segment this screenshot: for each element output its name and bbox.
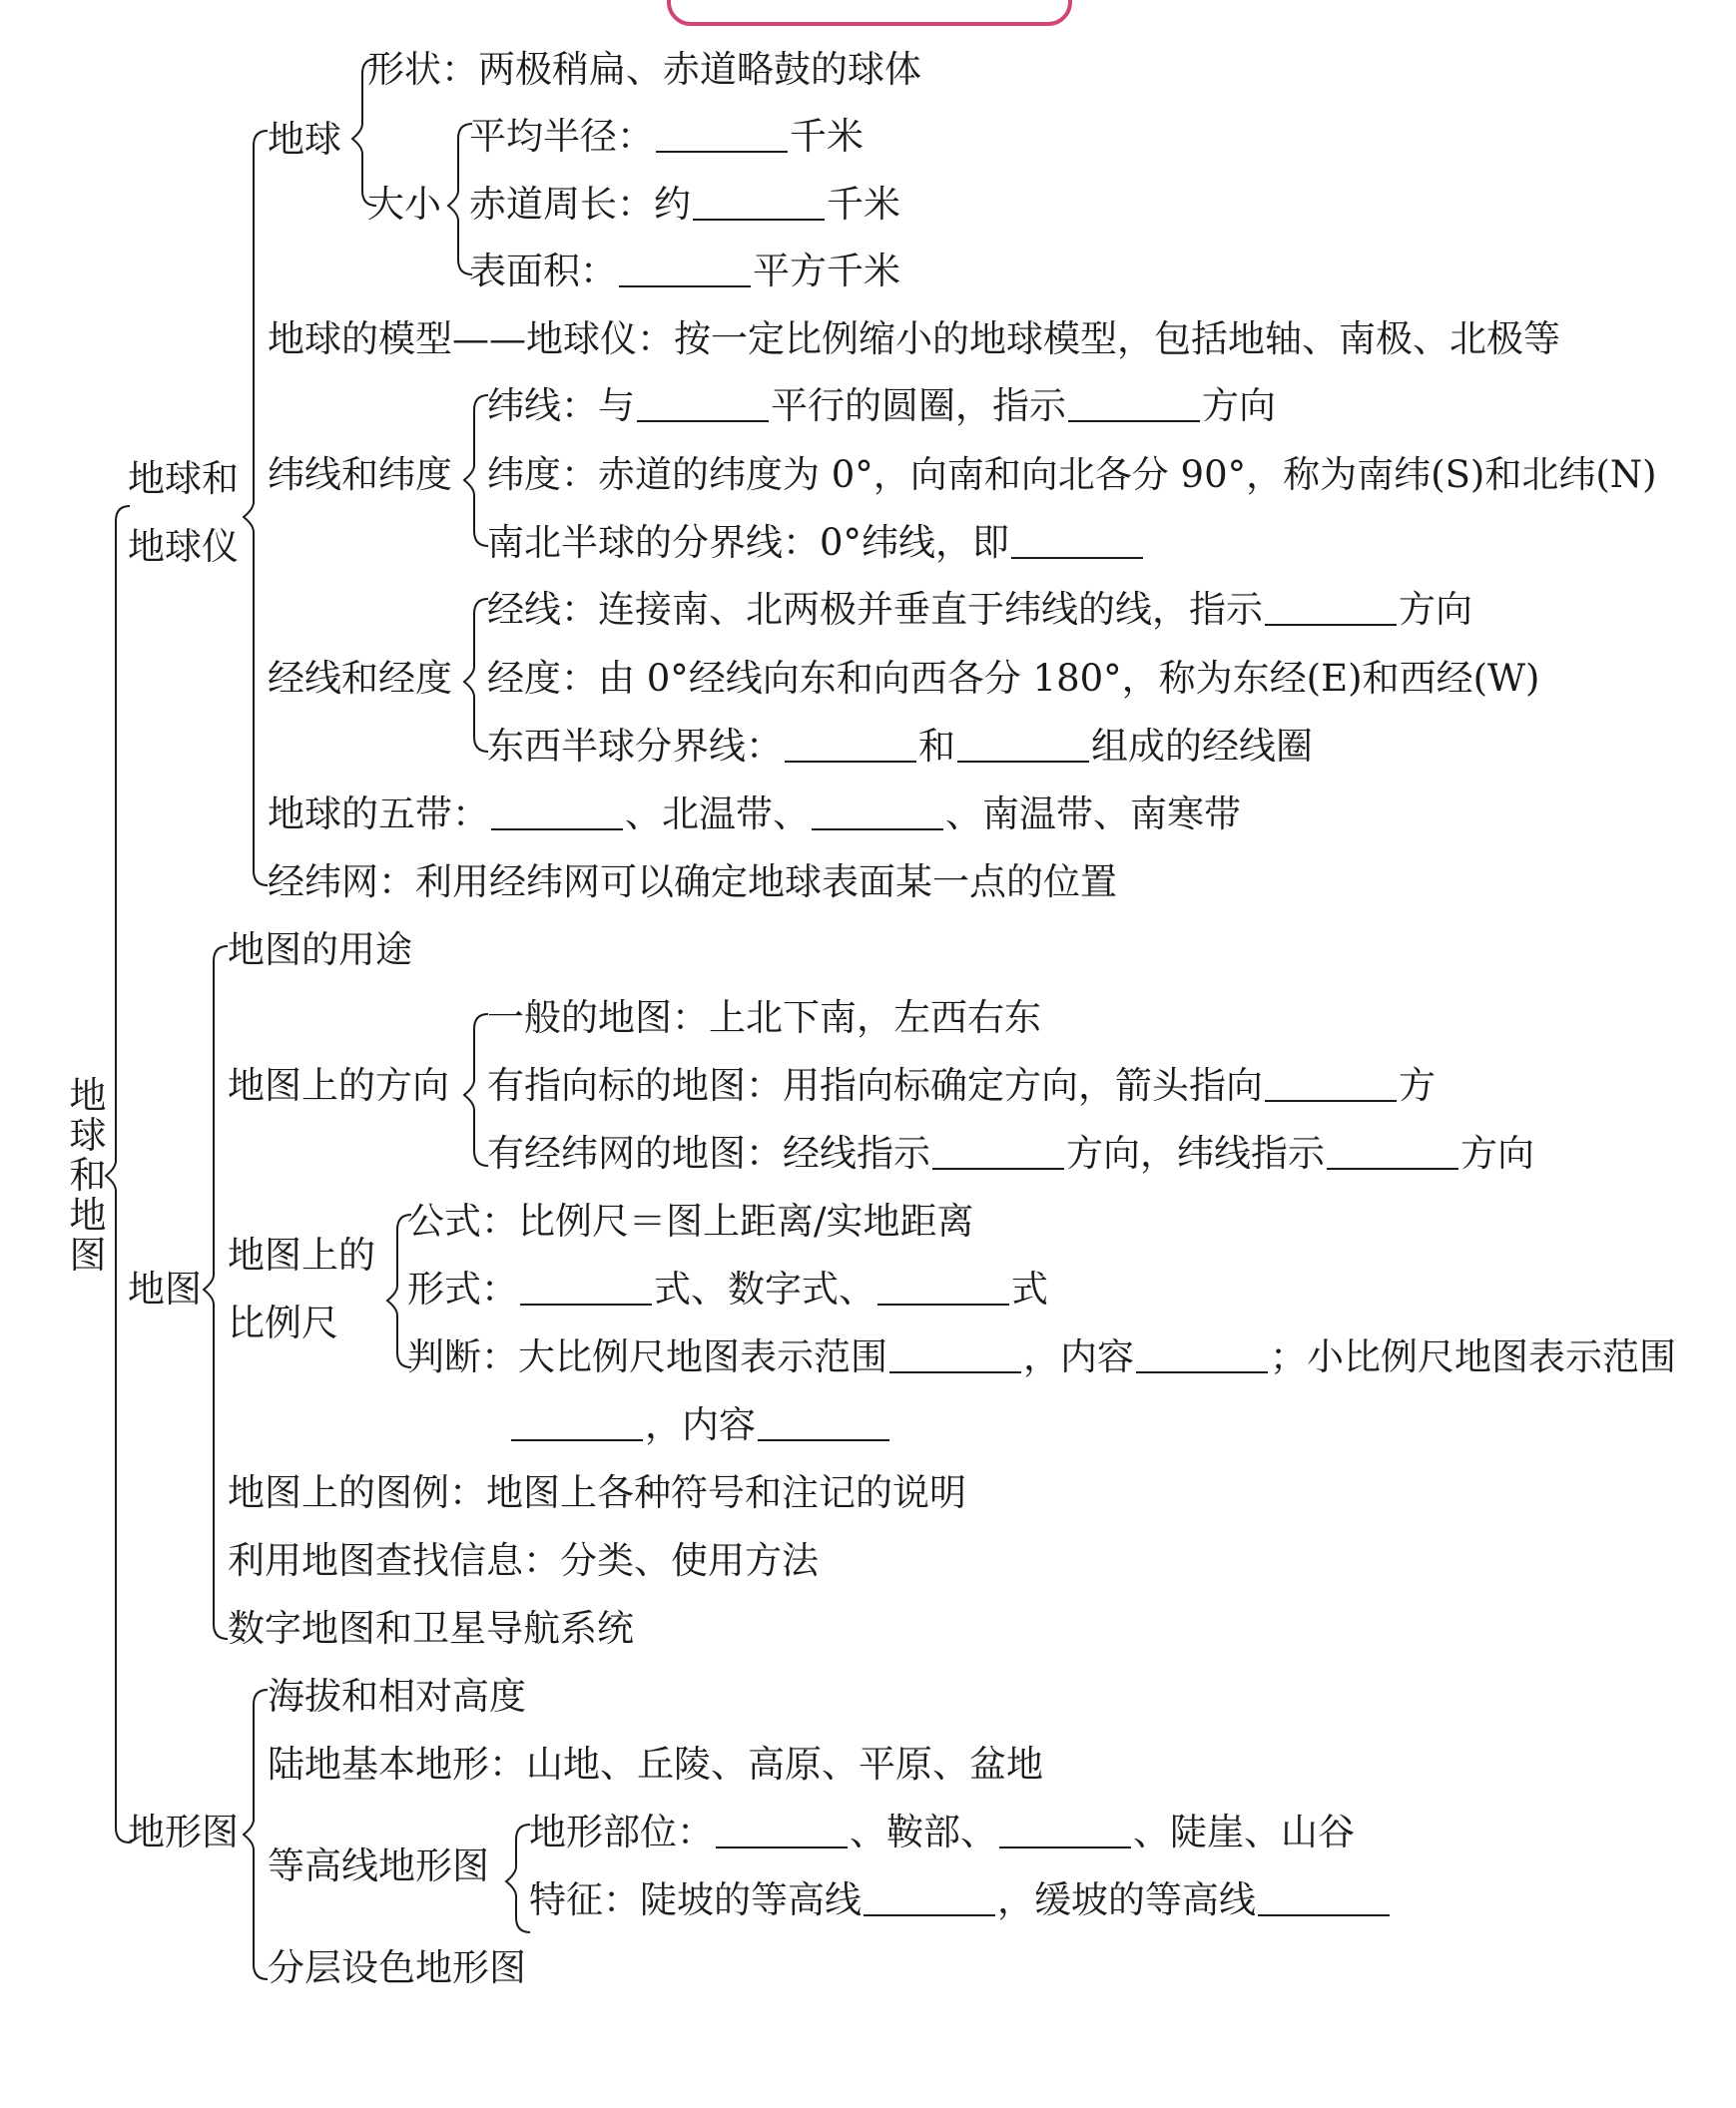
- scale-title-line1: 地图上的: [228, 1234, 375, 1277]
- globe-model: 地球的模型——地球仪：按一定比例缩小的地球模型，包括地轴、南极、北极等: [268, 317, 1560, 360]
- earth-shape: 形状：两极稍扁、赤道略鼓的球体: [367, 48, 921, 91]
- sc3-text: 判断：大比例尺地图表示范围: [407, 1335, 887, 1378]
- lon3-text-2: 和: [918, 725, 955, 768]
- landforms: 陆地基本地形：山地、丘陵、高原、平原、盆地: [268, 1743, 1043, 1786]
- scale-line-4: [509, 1405, 891, 1445]
- s3-brace: [244, 1690, 268, 1979]
- s2-brace: [204, 946, 228, 1639]
- dir-line-2: [487, 1066, 1436, 1106]
- s3-title: 地形图: [128, 1811, 239, 1853]
- lat-line-1: [487, 386, 1276, 426]
- dir3-text-3: 方向: [1460, 1132, 1534, 1175]
- sc3-text-3: ；小比例尺地图表示范围: [1270, 1335, 1676, 1378]
- dir3-text-2: 方向，纬线指示: [1066, 1132, 1325, 1175]
- scale-title-line2: 比例尺: [228, 1302, 338, 1344]
- fill-blank: [637, 420, 769, 422]
- lat-line-3: [487, 523, 1145, 563]
- fill-blank: [1011, 557, 1143, 559]
- fill-blank: [1068, 420, 1200, 422]
- lon-line-2: 经度：由 0°经线向东和向西各分 180°，称为东经(E)和西经(W): [487, 657, 1540, 700]
- lat-lon-grid: 经纬网：利用经纬网可以确定地球表面某一点的位置: [268, 860, 1117, 903]
- contour-title: 等高线地形图: [268, 1844, 489, 1887]
- lat1-text-3: 方向: [1202, 384, 1276, 427]
- dir-line-3: [487, 1134, 1534, 1174]
- fill-blank: [957, 761, 1089, 763]
- fill-blank: [932, 1168, 1064, 1170]
- dir-brace: [464, 1014, 488, 1166]
- area-unit: 平方千米: [753, 250, 900, 292]
- lat-title: 纬线和纬度: [268, 453, 452, 496]
- lon1-text-2: 方向: [1399, 588, 1472, 631]
- fill-blank: [877, 1304, 1009, 1306]
- equator-line: [469, 185, 900, 225]
- root-brace: [106, 506, 130, 1843]
- fill-blank: [1258, 1914, 1390, 1916]
- five-zones: [268, 794, 1241, 834]
- sc2-text: 形式：: [407, 1268, 518, 1311]
- fill-blank: [1327, 1168, 1458, 1170]
- lon-line-1: [487, 590, 1472, 630]
- earth-label: 地球: [268, 118, 341, 161]
- lon-line-3: [487, 727, 1313, 767]
- avg-radius-unit: 千米: [790, 115, 864, 158]
- dir2-text-2: 方: [1399, 1064, 1436, 1107]
- lon-title: 经线和经度: [268, 657, 452, 700]
- map-info: 利用地图查找信息：分类、使用方法: [228, 1539, 819, 1582]
- zones-text-3: 、南温带、南寒带: [945, 792, 1241, 835]
- equator-unit: 千米: [827, 183, 900, 226]
- contour-line-1: [529, 1813, 1355, 1852]
- fill-blank: [693, 219, 825, 221]
- lat-line-2: 纬度：赤道的纬度为 0°，向南和向北各分 90°，称为南纬(S)和北纬(N): [487, 453, 1657, 496]
- zones-text-2: 、北温带、: [625, 792, 810, 835]
- lat1-text-2: 平行的圆圈，指示: [771, 384, 1066, 427]
- earth-size-label: 大小: [367, 183, 441, 226]
- fill-blank: [889, 1371, 1021, 1373]
- fill-blank: [999, 1846, 1131, 1848]
- area-text: 表面积：: [469, 250, 617, 292]
- fill-blank: [758, 1439, 889, 1441]
- lon-brace: [464, 599, 488, 752]
- avg-radius-text: 平均半径：: [469, 115, 654, 158]
- lon1-text: 经线：连接南、北两极并垂直于纬线的线，指示: [487, 588, 1263, 631]
- s1-title-line1: 地球和: [128, 457, 239, 500]
- scale-line-1: 公式：比例尺＝图上距离/实地距离: [407, 1200, 974, 1243]
- fill-blank: [716, 1846, 848, 1848]
- equator-text: 赤道周长：约: [469, 183, 691, 226]
- fill-blank: [1265, 624, 1397, 626]
- fill-blank: [619, 285, 751, 287]
- c2-text-2: ，缓坡的等高线: [997, 1878, 1256, 1921]
- map-use: 地图的用途: [228, 928, 412, 971]
- fill-blank: [1136, 1371, 1268, 1373]
- layered-color-map: 分层设色地形图: [268, 1946, 526, 1989]
- lat1-text: 纬线：与: [487, 384, 635, 427]
- dir-line-1: 一般的地图：上北下南，左西右东: [487, 996, 1041, 1039]
- map-legend: 地图上的图例：地图上各种符号和注记的说明: [228, 1471, 966, 1514]
- fill-blank: [1265, 1100, 1397, 1102]
- zones-text: 地球的五带：: [268, 792, 489, 835]
- fill-blank: [491, 828, 623, 830]
- c1-text-2: 、鞍部、: [850, 1811, 997, 1853]
- s1-brace: [244, 131, 268, 885]
- fill-blank: [864, 1914, 995, 1916]
- altitude: 海拔和相对高度: [268, 1675, 526, 1718]
- c2-text: 特征：陡坡的等高线: [529, 1878, 862, 1921]
- lat-brace: [464, 395, 488, 546]
- fill-blank: [511, 1439, 643, 1441]
- c1-text: 地形部位：: [529, 1811, 714, 1853]
- contour-brace: [506, 1825, 530, 1932]
- contour-line-2: [529, 1880, 1392, 1920]
- fill-blank: [812, 828, 943, 830]
- sc2-text-2: 式、数字式、: [654, 1268, 875, 1311]
- fill-blank: [656, 151, 788, 153]
- avg-radius-line: [469, 117, 864, 157]
- lat3-text: 南北半球的分界线：0°纬线，即: [487, 521, 1010, 564]
- root-title: 地球和地图: [69, 1074, 107, 1277]
- lon3-text: 东西半球分界线：: [487, 725, 783, 768]
- c1-text-3: 、陡崖、山谷: [1133, 1811, 1355, 1853]
- fill-blank: [520, 1304, 652, 1306]
- s2-title: 地图: [128, 1268, 202, 1311]
- dir-title: 地图上的方向: [228, 1064, 449, 1107]
- scale-line-2: [407, 1270, 1048, 1310]
- s1-title-line2: 地球仪: [128, 525, 239, 568]
- dir3-text: 有经纬网的地图：经线指示: [487, 1132, 930, 1175]
- digital-map: 数字地图和卫星导航系统: [228, 1607, 634, 1650]
- fill-blank: [785, 761, 916, 763]
- lon3-text-3: 组成的经线圈: [1091, 725, 1313, 768]
- scale-line-3: [407, 1337, 1676, 1377]
- sc2-text-3: 式: [1011, 1268, 1048, 1311]
- sc4-text: ，内容: [645, 1403, 756, 1446]
- dir2-text: 有指向标的地图：用指向标确定方向，箭头指向: [487, 1064, 1263, 1107]
- area-line: [469, 252, 900, 291]
- sc3-text-2: ，内容: [1023, 1335, 1134, 1378]
